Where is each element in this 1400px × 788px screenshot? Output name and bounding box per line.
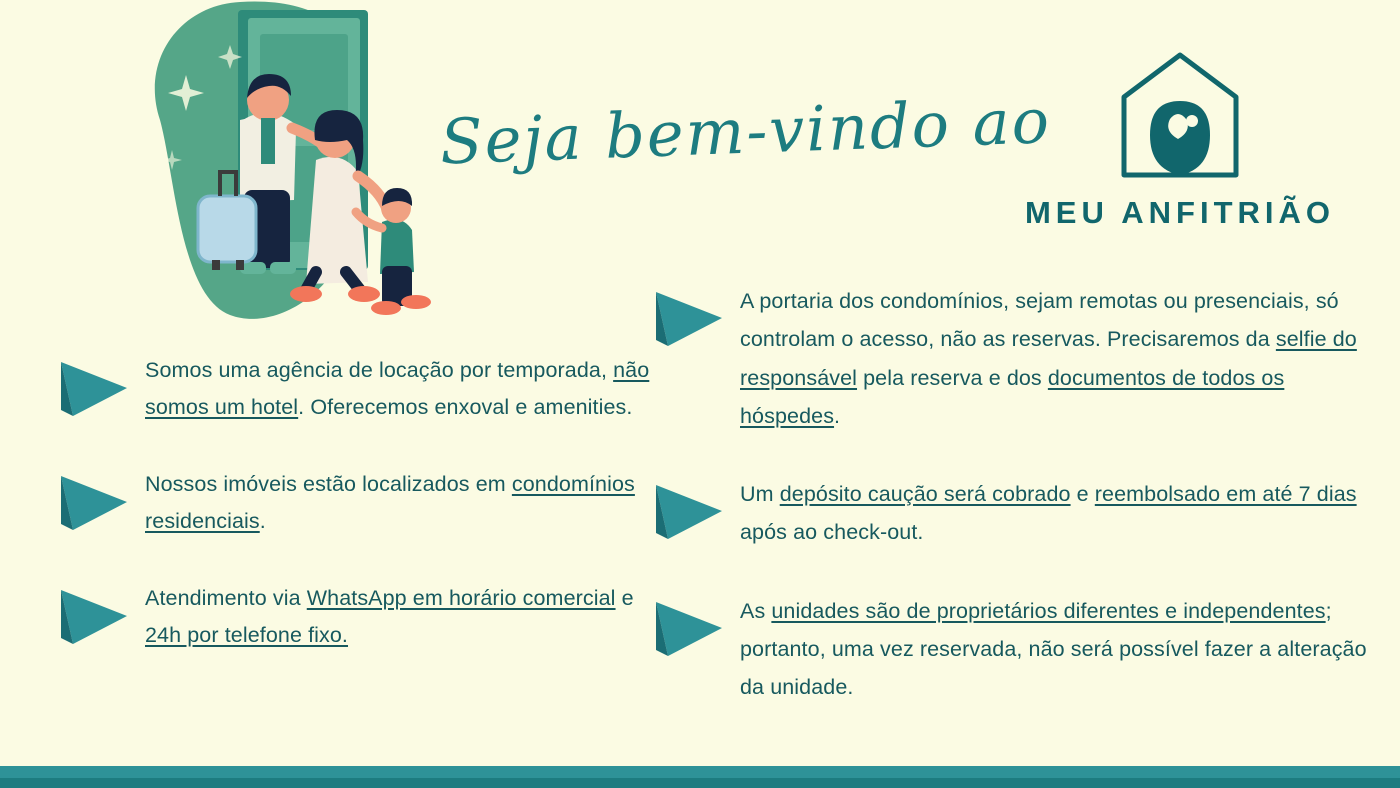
triangle-arrow-icon [55,586,133,653]
list-item-text: Somos uma agência de locação por temporada, não somos um hotel. Oferecemos enxoval e amenities. [145,358,650,419]
welcome-headline: Seja bem-vindo ao [438,84,1053,179]
footer-accent-bar-dark [0,778,1400,788]
house-owl-logo-icon [1110,45,1250,185]
triangle-arrow-icon [55,358,133,425]
list-item-text: Nossos imóveis estão localizados em condomínios residenciais. [145,471,635,533]
list-item [55,580,655,654]
list-item [55,352,655,426]
list-item-text: A portaria dos condomínios, sejam remotas ou presenciais, só controlam o acesso, não as reservas. Precisaremos da selfie do responsável pela reserva e dos documentos de todos os hóspedes. [740,289,1357,428]
triangle-arrow-icon [55,472,133,539]
bullet-list-left [55,352,655,694]
list-item-text: Atendimento via WhatsApp em horário comercial e 24h por telefone fixo. [145,585,634,647]
triangle-arrow-icon [650,481,728,548]
triangle-arrow-icon [650,288,728,355]
bullet-list-right [650,282,1380,746]
footer-accent-bar [0,766,1400,788]
brand-name: MEU ANFITRIÃO [1024,195,1336,230]
brand-logo [1015,45,1345,231]
list-item-text: As unidades são de proprietários diferentes e independentes; portanto, uma vez reservada, não será possível fazer a alteração da unidade. [740,598,1367,700]
triangle-arrow-icon [650,598,728,665]
list-item [650,475,1380,552]
family-with-suitcase-at-door-illustration [120,0,440,330]
list-item-text: Um depósito caução será cobrado e reembolsado em até 7 dias após ao check-out. [740,482,1357,545]
list-item [55,466,655,540]
list-item [650,592,1380,707]
list-item [650,282,1380,435]
